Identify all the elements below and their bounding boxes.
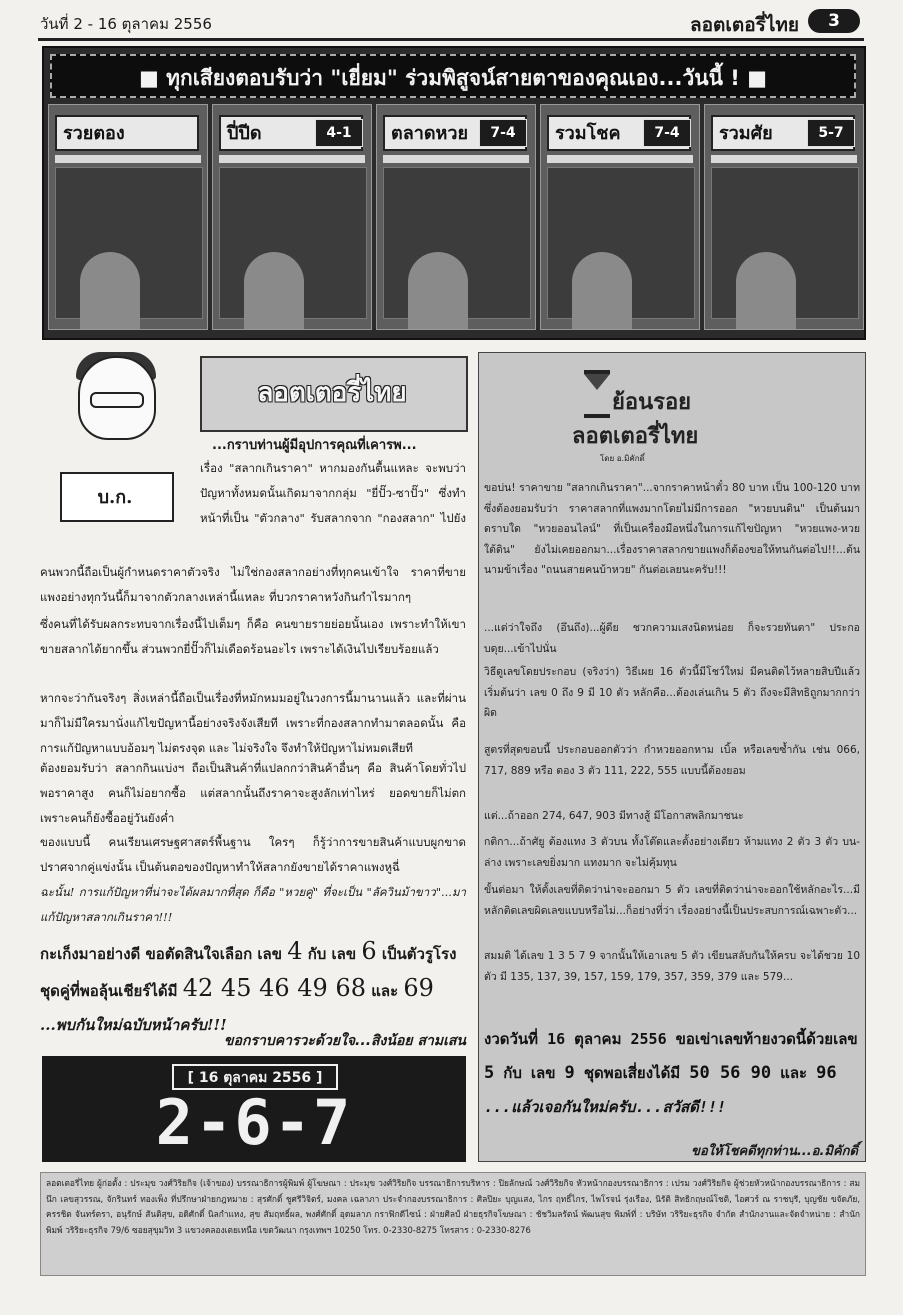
magazine-cover	[376, 104, 536, 330]
cover-title: ปี่ปีด	[219, 115, 363, 151]
right-column-byline: โดย อ.มิคักดิ์	[600, 454, 645, 463]
column-signature: ขอกราบคารวะด้วยใจ...สิงน้อย สามเสน	[224, 1033, 466, 1049]
pick-number: 4	[287, 937, 303, 965]
cover-figure	[572, 252, 632, 330]
pick-text: กะเก็งมาอย่างดี ขอตัดสินใจเลือก เลข	[40, 945, 282, 963]
result-date: [ 16 ตุลาคม 2556 ]	[172, 1064, 338, 1090]
right-paragraph: ขอบ่น! ราคาขาย "สลากเกินราคา"...จากราคาหน้าตั๋ว 80 บาท เป็น 100-120 บาท ซึ่งต้องยอมรับว่า ราคาสลากที่แพงมากโดยไม่มีการออก "หวยบนดิน" เป็นต้นมา ดราบใด "หวยออนไลน์" ที่เป็นเครื่องมือหนึ่งในการแก้ไขปัญหา "หวยแพง-หวยใต้ดิน" ยังไม่เคยออกมา...เรื่องราคาสลากขายแพงก็ต้องขอให้ทนกันต่อไป!!...ต้นนามข้าเรื่อง "ถนนสายคนบ้าหวย" กันต่อเลยนะครับ!!!	[484, 482, 860, 576]
right-column-title: ลอตเตอรี่ไทย	[572, 423, 699, 449]
cover-figure	[244, 252, 304, 330]
pick-pairs: 42 45 46 49 68	[182, 974, 366, 1002]
right-paragraph: สมมติ ได้เลข 1 3 5 7 9 จากนั้นให้เอาเลข 5 ตัว เขียนสลับกันให้ครบ จะได้ชวย 10 ตัว มี 135, 137, 39, 157, 159, 179, 357, 359, 379 และ 579...	[484, 950, 860, 983]
right-paragraph: แต่...ถ้าออก 274, 647, 903 มีทางสู้ มีโอกาสพลิกมาชนะ	[484, 810, 744, 822]
right-paragraph: ขั้นต่อมา ให้ตั้งเลขที่ติดว่าน่าจะออกมา 5 ตัว เลขที่ติดว่าน่าจะออกใช้หลักอะไร...มีหลักติดเลขผิดเลขแบบหรือไม่...ก็อย่างที่ว่า เรื่องอย่างนี้เป็นประสบการณ์เฉพาะตัว...	[484, 884, 860, 917]
magazine-cover	[48, 104, 208, 330]
pick-text: งวดวันที่ 16 ตุลาคม 2556 ขอเข่าเลขท้ายงวดนี้ด้วยเลข	[484, 1030, 858, 1048]
header-divider	[38, 38, 864, 41]
pick-text: ชุดพอเสี่ยงได้มี	[583, 1064, 681, 1082]
cover-strip	[55, 155, 201, 163]
column-title: ลอตเตอรี่ไทย	[257, 378, 407, 408]
pick-text: เป็นตัวรูโรง ชุดคู่ที่พอลุ้นเชียร์ได้มี	[40, 945, 457, 1000]
cover-title: รวมโชค	[547, 115, 691, 151]
right-paragraph: วิธีดูเลขโดยประกอบ (จริงว่า) วิธีเผย 16 ตัวนี้มีโชว์ใหม่ มีคนติดไว้หลายสิบปีแล้ว เริ่มต้นว่า เลข 0 ถึง 9 มี 10 ตัว หลักคือ...ต้องเล่นเกิน 5 ตัว ถึงจะมีสิทธิถูกมากกว่าผิด	[484, 666, 860, 719]
pick-number: 69	[403, 974, 434, 1002]
column-paragraph: ซึ่งคนที่ได้รับผลกระทบจากเรื่องนี้ไปเต็มๆ ก็คือ คนขายรายย่อยนั้นเอง เพราะทำให้เขาขายสลากได้ยากขึ้น ส่วนพวกยี่ปั๊วก็ไม่เดือดร้อนอะไร เพราะได้เงินไปเรียบร้อยแล้ว	[40, 617, 466, 656]
cover-badge: 5-7	[807, 119, 855, 147]
pick-number: 5	[484, 1063, 495, 1083]
magazine-cover	[212, 104, 372, 330]
right-paragraph: ...แต่ว่าใจถึง (อึนถึง)...ผู้ดีย ชวกความเสงนิดหน่อย ก็จะรวยทันตา" ประกอบดุย...เข้าไปนั่น	[484, 622, 860, 655]
glasses-icon	[90, 392, 144, 408]
right-lucky-pick	[484, 1022, 860, 1124]
cover-figure	[408, 252, 468, 330]
result-number: 2-6-7	[155, 1086, 353, 1159]
cover-strip	[383, 155, 529, 163]
column-paragraph: ฉะนั้น! การแก้ปัญหาที่น่าจะได้ผลมากที่สุด ก็คือ "หวยคู่" ที่จะเป็น "ลัควินม้าขาว"...มาแก้ปัญหาสลากเกินราคา!!!	[40, 885, 466, 924]
cover-photo	[219, 167, 367, 319]
hourglass-sand-icon	[584, 374, 610, 390]
cover-badge: 4-1	[315, 119, 363, 147]
pick-pairs: 50 56 90	[689, 1063, 772, 1083]
pick-text: กับ เลข	[503, 1064, 556, 1082]
column-paragraph: หากจะว่ากันจริงๆ สิ่งเหล่านี้ถือเป็นเรื่องที่หมักหมมอยู่ในวงการนี้มานานแล้ว และที่ผ่านมาก็ไม่มีใครมานั่งแก้ไขปัญหานี้อย่างจริงจังเสียที เพราะที่กองสลากทำมาตลอดนั้น คือ การแก้ปัญหาแบบอ้อมๆ ไม่ตรงจุด และ ไม่จริงใจ จึงทำให้ปัญหาไม่หมดเสียที	[40, 691, 466, 755]
cover-photo	[711, 167, 859, 319]
column-paragraph: ของแบบนี้ คนเรียนเศรษฐศาสตร์พื้นฐาน ใครๆ ก็รู้ว่าการขายสินค้าแบบผูกขาดปราศจากคู่แข่งนั้น เป็นต้นตอของปัญหาทำให้สลากยังขายได้ราคาแพงหูฉี่	[40, 835, 466, 874]
cover-strip	[547, 155, 693, 163]
pick-number: 96	[816, 1063, 837, 1083]
cover-photo	[55, 167, 203, 319]
masthead-credits: ลอตเตอรี่ไทย ผู้ก่อตั้ง : ประมุข วงศ์วิริยกิจ (เจ้าของ) บรรณาธิการผู้พิมพ์ ผู้โฆษณา : ประมุข วงศ์วิริยกิจ บรรณาธิการบริหาร : ปิยลักษณ์ วงศ์วิริยกิจ หัวหน้ากองบรรณาธิการ : เปรม วงศ์วิริยกิจ ผู้ช่วยหัวหน้ากองบรรณาธิการ : สมนึก เลขสุวรรณ, จักรินทร์ ทองเพ็ง ที่ปรึกษาฝ่ายกฎหมาย : สุรศักดิ์ ชูศรีวิจิตร์, มงคล เฉลาภา ประจำกองบรรณาธิการ : ศิลปิยะ บุญแสง, ไกร ฤทธิ์ไกร, ไพโรจน์ รุ่งเรือง, นิรัติ สิทธิกฤษณ์โชติ, ไอศวร์ ณ ราชบุรี, บุญชัย ขจัดภัย, ครรชิต จันทร์ตรา, อนุรักษ์ สันติสุข, อดิศักดิ์ นิลกำแหง, สุข สัมฤทธิ์ผล, พงศ์ศักดิ์ อุดมลาภ กราฟิกดีไซน์ : ฝ่ายศิลป์ ฝ่ายธุรกิจโฆษณา : ชัชวิมลรัตน์ พัฒนสุข พิมพ์ที่ : บริษัท วริริยะธุรกิจ จำกัด สำนักงานและจัดจำหน่าย : สำนักพิมพ์ วริริยะธุรกิจ 79/6 ซอยสุขุมวิท 3 แขวงคลองเตยเหนือ เขตวัฒนา กรุงเทพฯ 10250 โทร. 0-2330-8275 โทรสาร : 0-2330-8276	[46, 1178, 860, 1235]
magazine-banner	[42, 46, 866, 340]
column-subtitle: ...กราบท่านผู้มีอุปการคุณที่เคารพ...	[212, 438, 417, 453]
cover-figure	[80, 252, 140, 330]
lucky-number-pick	[40, 934, 466, 1042]
right-signature: ขอให้โชคดีทุกท่าน...อ.มิคักดิ์	[691, 1144, 858, 1159]
cover-title: รวยตอง	[55, 115, 199, 151]
right-column-title: ย้อนรอย	[612, 389, 692, 415]
pick-text: และ	[371, 982, 399, 1000]
cover-strip	[219, 155, 365, 163]
cover-badge: 7-4	[643, 119, 691, 147]
brand-title: ลอตเตอรี่ไทย	[690, 14, 800, 36]
cover-strip	[711, 155, 857, 163]
column-paragraph: เรื่อง "สลากเกินราคา" หากมองกันตื้นแหละ จะพบว่า ปัญหาทั้งหมดนั้นเกิดมาจากกลุ่ม "ยี่ปั๊ว-ซาปั๊ว" ซึ่งทำหน้าที่เป็น "ตัวกลาง" รับสลากจาก "กองสลาก" ไปยัง	[200, 461, 466, 525]
column-paragraph: ต้องยอมรับว่า สลากกินแบ่งฯ ถือเป็นสินค้าที่แปลกกว่าสินค้าอื่นๆ คือ สินค้าโดยทั่วไป พอราคาสูง คนก็ไม่อยากซื้อ แต่สลากนั้นถึงราคาจะสูงลักเท่าไหร่ ยอดขายก็ไม่ตก เพราะคนก็ยังซื้ออยู่วันยังค่ำ	[40, 761, 466, 825]
pick-number: 6	[361, 937, 377, 965]
pick-number: 9	[564, 1063, 575, 1083]
page-number: 3	[808, 9, 860, 33]
magazine-cover	[704, 104, 864, 330]
cover-figure	[736, 252, 796, 330]
column-paragraph: คนพวกนี้ถือเป็นผู้กำหนดราคาตัวจริง ไม่ใช่กองสลากอย่างที่ทุกคนเข้าใจ ราคาที่ขายแพงอย่างทุกวันนี้ก็มาจากตัวกลางเหล่านี้แหละ ที่บวกราคาหวังกินกำไรมากๆ	[40, 565, 466, 604]
pick-text: ...พบกันใหม่ฉบับหน้าครับ!!!	[40, 1016, 227, 1034]
cover-badge: 7-4	[479, 119, 527, 147]
issue-date: วันที่ 2 - 16 ตุลาคม 2556	[40, 15, 212, 33]
cover-title: ตลาดหวย	[383, 115, 527, 151]
pick-text: และ	[780, 1064, 808, 1082]
magazine-cover	[540, 104, 700, 330]
pick-text: กับ เลข	[307, 945, 357, 963]
cover-title: รวมศัย	[711, 115, 855, 151]
banner-headline: ■ ทุกเสียงตอบรับว่า "เยี่ยม" ร่วมพิสูจน์สายตาของคุณเอง...วันนี้ ! ■	[50, 54, 856, 98]
pick-text: ...แล้วเจอกันใหม่ครับ...สวัสดี!!!	[484, 1098, 727, 1116]
editor-label: บ.ก.	[97, 487, 133, 508]
right-paragraph: สูตรที่สุดขอบนี้ ประกอบออกตัวว่า กำหวยออกหาม เบิ้ล หรือเลขซ้ำกัน เช่น 066, 717, 889 หรือ ตอง 3 ตัว 111, 222, 555 แบบนี้ต้องยอม	[484, 744, 860, 777]
cover-photo	[547, 167, 695, 319]
cover-photo	[383, 167, 531, 319]
right-paragraph: กติกา...ถ้าศัยู ต้องแทง 3 ตัวบน ทั้งโต๊ดและตั้งอย่างเดียว ห้ามแทง 2 ตัว 3 ตัว บน-ล่าง เพราะเลขยิ่งมาก แทงมาก จะไม่คุ้มทุน	[484, 836, 860, 869]
